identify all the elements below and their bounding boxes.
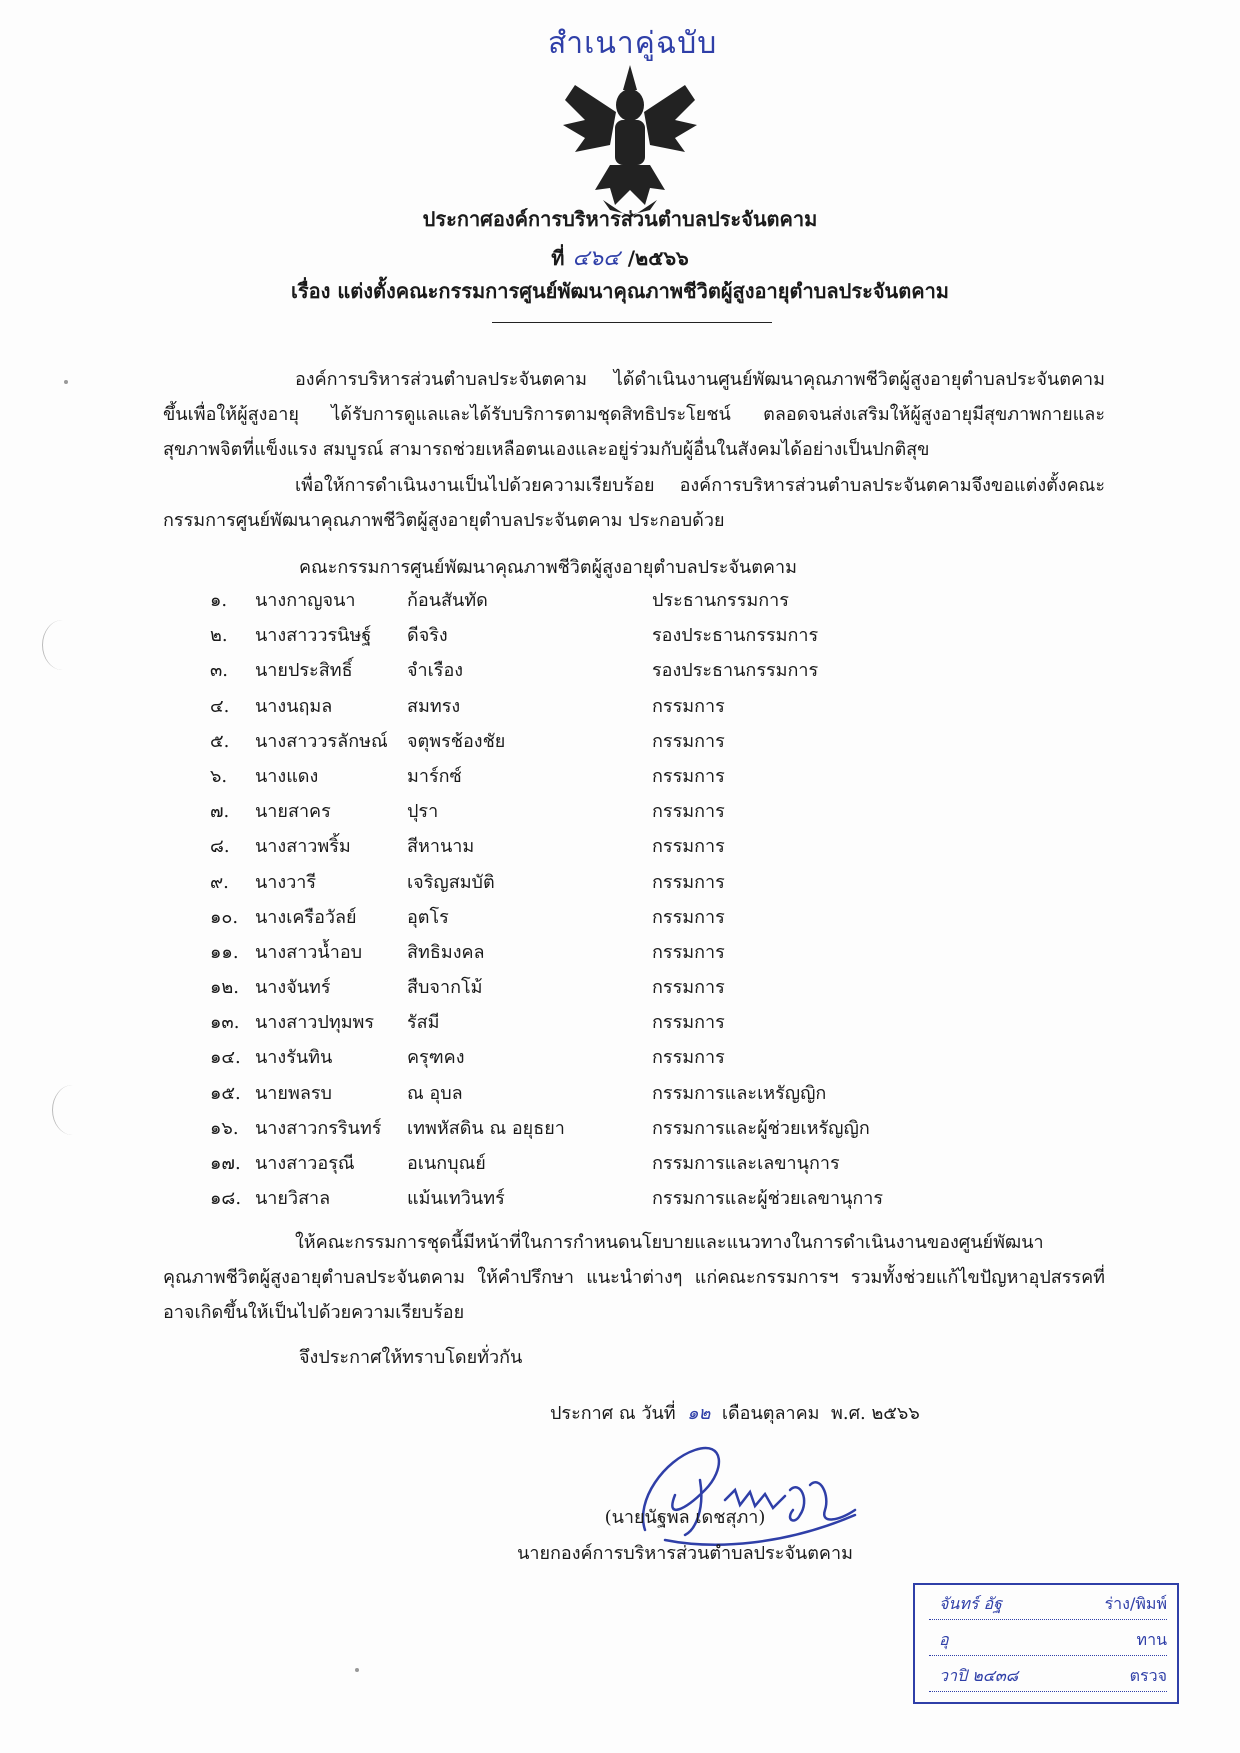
member-number: ๑๒. (210, 977, 240, 999)
member-name: นางสาวน้ำอบ (255, 941, 363, 963)
copy-stamp: สำเนาคู่ฉบับ (548, 26, 718, 61)
member-number: ๗. (210, 801, 230, 823)
member-surname: ก้อนสันทัด (407, 590, 488, 611)
committee-member-row (210, 1007, 1010, 1042)
garuda-emblem-icon (555, 60, 705, 220)
handwritten-number: ๔๖๔ (572, 246, 620, 271)
member-number: ๘. (210, 836, 230, 858)
member-surname: ณ อุบล (407, 1082, 463, 1104)
member-name: นางกาญจนา (255, 590, 356, 611)
signer-name: (นายนัฐพล เดชสุภา) (604, 1507, 766, 1528)
member-name: นางสาวอรุณี (255, 1153, 355, 1174)
committee-member-row (210, 831, 1010, 866)
member-role: กรรมการ (652, 695, 725, 717)
committee-member-row (210, 1078, 1010, 1113)
member-surname: มาร์กซ์ (407, 765, 462, 787)
member-number: ๕. (210, 730, 230, 752)
member-surname: จำเรือง (407, 660, 464, 682)
member-name: นายสาคร (255, 801, 331, 823)
member-name: นางสาววรนิษฐ์ (255, 625, 372, 647)
paragraph-appointment: เพื่อให้การดำเนินงานเป็นไปด้วยความเรียบร้อย องค์การบริหารส่วนตำบลประจันตคามจึงขอแต่งตั้งคณะกรรมการศูนย์พัฒนาคุณภาพชีวิตผู้สูงอายุตำบลประจันตคาม ประกอบด้วย (163, 475, 1105, 531)
title-divider (492, 322, 772, 323)
number-year: /๒๕๖๖ (627, 246, 689, 270)
member-name: นายประสิทธิ์ (255, 660, 353, 682)
committee-member-row (210, 1113, 1010, 1148)
announcement-number (0, 240, 1240, 275)
member-surname: ครุฑคง (407, 1047, 465, 1069)
committee-member-row (210, 972, 1010, 1007)
paragraph-closing: จึงประกาศให้ทราบโดยทั่วกัน (299, 1347, 523, 1368)
punch-hole-mark (42, 620, 83, 670)
member-number: ๓. (210, 660, 229, 682)
number-prefix: ที่ (551, 246, 565, 270)
member-surname: จตุพรช้องชัย (407, 730, 506, 752)
committee-member-row (210, 1042, 1010, 1077)
draft-initials: จันทร์ อัฐ (939, 1594, 1002, 1613)
announcement-subject: เรื่อง แต่งตั้งคณะกรรมการศูนย์พัฒนาคุณภาพชีวิตผู้สูงอายุตำบลประจันตคาม (291, 279, 949, 303)
member-role: กรรมการ (652, 1012, 725, 1034)
member-surname: อุตโร (407, 906, 449, 928)
member-role: กรรมการ (652, 977, 725, 999)
member-surname: ดีจริง (407, 625, 448, 647)
member-number: ๙. (210, 871, 229, 893)
member-role: กรรมการ (652, 730, 725, 752)
member-number: ๑๗. (210, 1153, 241, 1174)
member-role: กรรมการ (652, 941, 725, 963)
member-surname: เจริญสมบัติ (407, 871, 495, 893)
member-number: ๔. (210, 695, 230, 717)
member-number: ๑๘. (210, 1188, 242, 1210)
member-number: ๑๐. (210, 906, 239, 928)
member-surname: ปุรา (407, 801, 439, 823)
member-role: กรรมการและผู้ช่วยเหรัญญิก (652, 1117, 870, 1139)
committee-member-row (210, 796, 1010, 831)
member-name: นางเครือวัลย์ (255, 906, 357, 928)
member-number: ๖. (210, 765, 228, 787)
member-name: นางสาวกรรินทร์ (255, 1117, 382, 1139)
member-surname: สมทรง (407, 695, 461, 717)
committee-member-row (210, 726, 1010, 761)
member-role: กรรมการและเหรัญญิก (652, 1082, 827, 1104)
punch-hole-mark (52, 1085, 93, 1135)
member-surname: รัสมี (407, 1012, 440, 1034)
paragraph-intro: องค์การบริหารส่วนตำบลประจันตคาม ได้ดำเนินงานศูนย์พัฒนาคุณภาพชีวิตผู้สูงอายุตำบลประจันตคาม ขึ้นเพื่อให้ผู้สูงอายุ ได้รับการดูแลและได้รับบริการตามชุดสิทธิประโยชน์ ตลอดจนส่งเสริมให้ผู้สูงอายุมีสุขภาพกายและสุขภาพจิตที่แข็งแรง สมบูรณ์ สามารถช่วยเหลือตนเองและอยู่ร่วมกับผู้อื่นในสังคมได้อย่างเป็นปกติสุข (163, 369, 1105, 460)
committee-member-row (210, 655, 1010, 690)
committee-member-row (210, 585, 1010, 620)
draft-label: ร่าง/พิมพ์ (1104, 1594, 1167, 1613)
member-name: นางสาววรลักษณ์ (255, 730, 388, 752)
member-name: นายวิสาล (255, 1188, 331, 1210)
committee-member-row (210, 761, 1010, 796)
check-initials: วาปิ ๒๔๓๘ (939, 1666, 1019, 1685)
date-prefix: ประกาศ ณ วันที่ (550, 1403, 676, 1424)
proofread-initials: อุ (939, 1630, 949, 1649)
member-role: กรรมการ (652, 1047, 725, 1069)
committee-list-heading: คณะกรรมการศูนย์พัฒนาคุณภาพชีวิตผู้สูงอายุตำบลประจันตคาม (299, 557, 797, 578)
member-name: นางแดง (255, 765, 319, 787)
check-label: ตรวจ (1129, 1666, 1167, 1685)
member-number: ๑๑. (210, 941, 239, 963)
member-number: ๑๔. (210, 1047, 241, 1069)
approval-row-proofread (929, 1629, 1167, 1656)
member-surname: แม้นเทวินทร์ (407, 1188, 505, 1210)
member-role: กรรมการ (652, 765, 725, 787)
member-role: กรรมการ (652, 801, 725, 823)
member-name: นางจันทร์ (255, 977, 331, 999)
member-role: รองประธานกรรมการ (652, 625, 819, 647)
committee-member-row (210, 620, 1010, 655)
member-number: ๑๓. (210, 1012, 240, 1034)
member-number: ๒. (210, 625, 228, 647)
announcement-title: ประกาศองค์การบริหารส่วนตำบลประจันตคาม (422, 207, 818, 231)
approval-stamp (913, 1583, 1179, 1704)
paper-speck (64, 380, 68, 384)
member-role: กรรมการและผู้ช่วยเลขานุการ (652, 1188, 884, 1210)
committee-member-list (210, 585, 1010, 1218)
member-name: นางสาวพริ้ม (255, 836, 351, 858)
paragraph-duties: ให้คณะกรรมการชุดนี้มีหน้าที่ในการกำหนดนโยบายและแนวทางในการดำเนินงานของศูนย์พัฒนาคุณภาพชีวิตผู้สูงอายุตำบลประจันตคาม ให้คำปรึกษา แนะนำต่างๆ แก่คณะกรรมการฯ รวมทั้งช่วยแก้ไขปัญหาอุปสรรคที่อาจเกิดขึ้นให้เป็นไปด้วยความเรียบร้อย (163, 1232, 1105, 1323)
member-name: นางนฤมล (255, 695, 333, 717)
member-surname: สีหานาม (407, 836, 475, 858)
member-number: ๑. (210, 590, 228, 611)
member-role: รองประธานกรรมการ (652, 660, 819, 682)
signer-position: นายกองค์การบริหารส่วนตำบลประจันตคาม (517, 1543, 853, 1564)
committee-member-row (210, 867, 1010, 902)
approval-row-check (929, 1665, 1167, 1692)
committee-member-row (210, 937, 1010, 972)
member-name: นางวารี (255, 871, 317, 893)
committee-member-row (210, 1148, 1010, 1183)
member-name: นายพลรบ (255, 1082, 332, 1104)
proofread-label: ทาน (1136, 1630, 1167, 1649)
member-name: นางสาวปทุมพร (255, 1012, 375, 1034)
date-month: เดือนตุลาคม (721, 1403, 820, 1424)
member-role: ประธานกรรมการ (652, 590, 789, 611)
approval-row-draft (929, 1593, 1167, 1620)
paper-speck (355, 1668, 359, 1672)
date-year: พ.ศ. ๒๕๖๖ (830, 1403, 920, 1424)
member-number: ๑๕. (210, 1082, 241, 1104)
member-surname: สิทธิมงคล (407, 941, 485, 963)
member-role: กรรมการ (652, 836, 725, 858)
member-name: นางรันทิน (255, 1047, 333, 1069)
date-day: ๑๒ (687, 1403, 711, 1424)
member-role: กรรมการและเลขานุการ (652, 1153, 840, 1174)
member-surname: เทพหัสดิน ณ อยุธยา (407, 1117, 565, 1139)
member-surname: อเนกบุณย์ (407, 1153, 486, 1174)
committee-member-row (210, 1183, 1010, 1218)
committee-member-row (210, 902, 1010, 937)
member-role: กรรมการ (652, 871, 725, 893)
member-number: ๑๖. (210, 1117, 239, 1139)
member-role: กรรมการ (652, 906, 725, 928)
committee-member-row (210, 691, 1010, 726)
member-surname: สืบจากโม้ (407, 977, 483, 999)
